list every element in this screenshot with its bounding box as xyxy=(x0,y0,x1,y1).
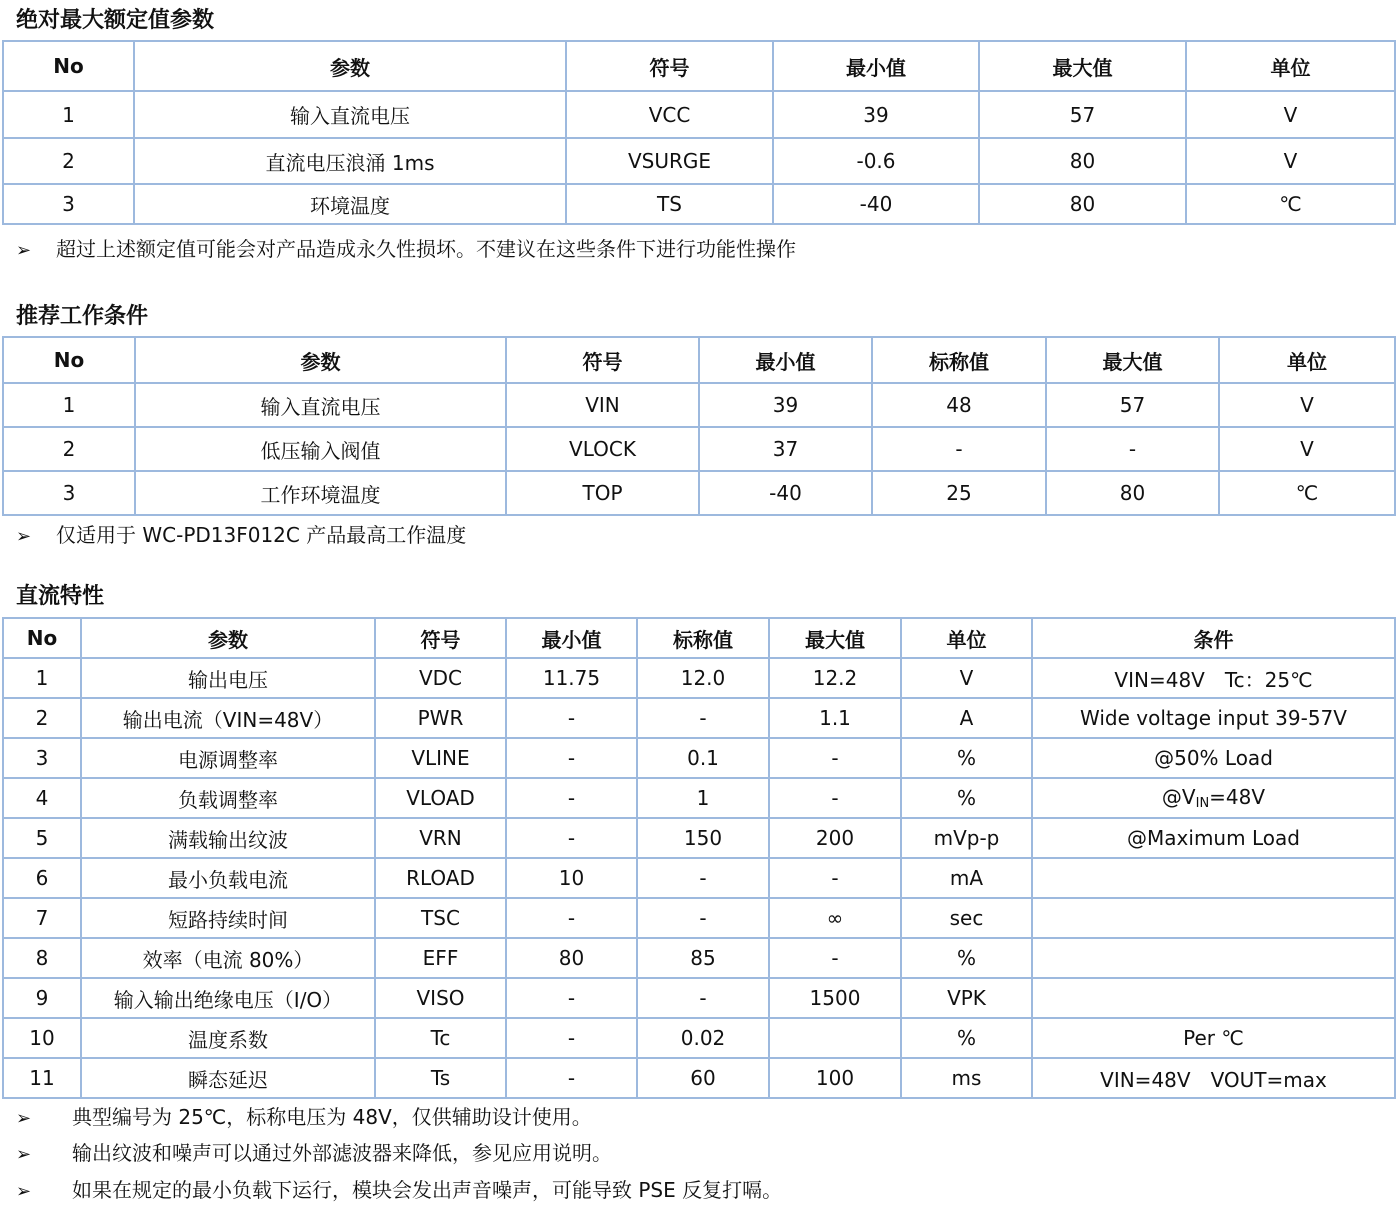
recommended-conditions-table xyxy=(2,336,1396,516)
cell-min: - xyxy=(506,1018,637,1058)
table-row xyxy=(3,427,1395,471)
cell-unit: VPK xyxy=(901,978,1032,1018)
header-param: 参数 xyxy=(135,337,506,383)
cell-unit: % xyxy=(901,1018,1032,1058)
rec-note-text: 仅适用于 WC-PD13F012C 产品最高工作温度 xyxy=(56,523,467,547)
cell-condition: @Maximum Load xyxy=(1032,818,1395,858)
cell-unit: ℃ xyxy=(1186,184,1395,224)
header-symbol: 符号 xyxy=(375,618,506,658)
table-row xyxy=(3,471,1395,515)
cell-min: 39 xyxy=(699,383,872,427)
cell-condition: Per ℃ xyxy=(1032,1018,1395,1058)
cell-nominal: 85 xyxy=(637,938,769,978)
cell-no: 2 xyxy=(3,427,135,471)
cell-condition: Wide voltage input 39-57V xyxy=(1032,698,1395,738)
cell-max: 80 xyxy=(1046,471,1219,515)
cell-condition: @50% Load xyxy=(1032,738,1395,778)
table-row xyxy=(3,698,1395,738)
cell-nominal: 48 xyxy=(872,383,1046,427)
table-row xyxy=(3,658,1395,698)
cell-unit: ms xyxy=(901,1058,1032,1098)
arrow-bullet-icon: ➢ xyxy=(16,240,32,261)
cell-symbol: VRN xyxy=(375,818,506,858)
cell-symbol: TOP xyxy=(506,471,699,515)
cell-min: 10 xyxy=(506,858,637,898)
cell-max: - xyxy=(1046,427,1219,471)
dc-note-text: 如果在规定的最小负载下运行，模块会发出声音噪声，可能导致 PSE 反复打嗝。 xyxy=(72,1178,783,1202)
cell-param: 输入输出绝缘电压（I/O） xyxy=(81,978,375,1018)
cell-symbol: VCC xyxy=(566,91,773,138)
cell-no: 6 xyxy=(3,858,81,898)
header-unit: 单位 xyxy=(1219,337,1395,383)
header-nominal: 标称值 xyxy=(872,337,1046,383)
header-condition: 条件 xyxy=(1032,618,1395,658)
cell-param: 最小负载电流 xyxy=(81,858,375,898)
header-min: 最小值 xyxy=(773,41,979,91)
abs-section-title: 绝对最大额定值参数 xyxy=(16,8,215,33)
cell-max: 57 xyxy=(1046,383,1219,427)
cell-condition xyxy=(1032,938,1395,978)
table-header-row xyxy=(3,337,1395,383)
cell-min: -0.6 xyxy=(773,138,979,184)
table-header-row xyxy=(3,41,1395,91)
cell-min: - xyxy=(506,1058,637,1098)
cell-param: 负载调整率 xyxy=(81,778,375,818)
cell-symbol: RLOAD xyxy=(375,858,506,898)
header-unit: 单位 xyxy=(1186,41,1395,91)
cell-symbol: Tc xyxy=(375,1018,506,1058)
cell-max: 200 xyxy=(769,818,901,858)
arrow-bullet-icon: ➢ xyxy=(16,1181,32,1202)
cell-unit: V xyxy=(1186,138,1395,184)
dc-note-text: 输出纹波和噪声可以通过外部滤波器来降低，参见应用说明。 xyxy=(72,1141,612,1165)
cell-max: 100 xyxy=(769,1058,901,1098)
header-param: 参数 xyxy=(134,41,566,91)
cell-max: ∞ xyxy=(769,898,901,938)
cell-condition xyxy=(1032,978,1395,1018)
table-row xyxy=(3,978,1395,1018)
cell-unit: % xyxy=(901,938,1032,978)
cell-param: 满载输出纹波 xyxy=(81,818,375,858)
header-max: 最大值 xyxy=(979,41,1186,91)
cell-max: - xyxy=(769,738,901,778)
table-header-row xyxy=(3,618,1395,658)
cell-max: - xyxy=(769,778,901,818)
table-row xyxy=(3,383,1395,427)
dc-characteristics-table xyxy=(2,617,1396,1099)
cell-param: 电源调整率 xyxy=(81,738,375,778)
cell-no: 8 xyxy=(3,938,81,978)
cell-condition: VIN=48V VOUT=max xyxy=(1032,1058,1395,1098)
rec-section-title: 推荐工作条件 xyxy=(16,304,149,329)
cell-unit: % xyxy=(901,738,1032,778)
header-max: 最大值 xyxy=(769,618,901,658)
arrow-bullet-icon: ➢ xyxy=(16,1108,32,1129)
dc-note-2 xyxy=(16,1143,612,1164)
cell-symbol: VIN xyxy=(506,383,699,427)
cell-symbol: Ts xyxy=(375,1058,506,1098)
cell-max xyxy=(769,1018,901,1058)
cell-symbol: VLINE xyxy=(375,738,506,778)
table-row xyxy=(3,91,1395,138)
cell-unit: V xyxy=(1219,383,1395,427)
cell-no: 5 xyxy=(3,818,81,858)
arrow-bullet-icon: ➢ xyxy=(16,526,32,547)
cell-nominal: - xyxy=(872,427,1046,471)
header-param: 参数 xyxy=(81,618,375,658)
cell-min: 39 xyxy=(773,91,979,138)
cell-param: 输入直流电压 xyxy=(134,91,566,138)
header-min: 最小值 xyxy=(699,337,872,383)
cell-unit: mVp-p xyxy=(901,818,1032,858)
cell-no: 2 xyxy=(3,138,134,184)
arrow-bullet-icon: ➢ xyxy=(16,1144,32,1165)
cell-no: 1 xyxy=(3,658,81,698)
abs-max-ratings-table xyxy=(2,40,1396,225)
abs-note xyxy=(16,239,796,260)
dc-note-3 xyxy=(16,1180,782,1201)
cell-condition xyxy=(1032,898,1395,938)
cell-nominal: 25 xyxy=(872,471,1046,515)
cell-min: - xyxy=(506,818,637,858)
cell-max: 1500 xyxy=(769,978,901,1018)
dc-note-text: 典型编号为 25℃，标称电压为 48V，仅供辅助设计使用。 xyxy=(72,1105,592,1129)
cell-max: 1.1 xyxy=(769,698,901,738)
table-row xyxy=(3,818,1395,858)
cell-nominal: 60 xyxy=(637,1058,769,1098)
header-no: No xyxy=(3,337,135,383)
cell-max: 80 xyxy=(979,184,1186,224)
cell-condition: $@V_{IN}=48V$ xyxy=(1032,778,1395,818)
cell-min: - xyxy=(506,738,637,778)
abs-note-text: 超过上述额定值可能会对产品造成永久性损坏。不建议在这些条件下进行功能性操作 xyxy=(56,237,796,261)
cell-param: 短路持续时间 xyxy=(81,898,375,938)
cell-symbol: VISO xyxy=(375,978,506,1018)
cell-unit: A xyxy=(901,698,1032,738)
table-row xyxy=(3,858,1395,898)
cell-max: 80 xyxy=(979,138,1186,184)
header-unit: 单位 xyxy=(901,618,1032,658)
cell-max: - xyxy=(769,858,901,898)
cell-unit: ℃ xyxy=(1219,471,1395,515)
table-row xyxy=(3,898,1395,938)
cell-symbol: VLOCK xyxy=(506,427,699,471)
cell-min: - xyxy=(506,978,637,1018)
cell-max: - xyxy=(769,938,901,978)
header-symbol: 符号 xyxy=(566,41,773,91)
cell-unit: mA xyxy=(901,858,1032,898)
cell-min: - xyxy=(506,778,637,818)
cell-no: 3 xyxy=(3,738,81,778)
header-symbol: 符号 xyxy=(506,337,699,383)
cell-no: 9 xyxy=(3,978,81,1018)
rec-note xyxy=(16,525,466,546)
cell-param: 温度系数 xyxy=(81,1018,375,1058)
cell-unit: V xyxy=(901,658,1032,698)
dc-note-1 xyxy=(16,1107,592,1128)
cell-nominal: - xyxy=(637,698,769,738)
cell-min: -40 xyxy=(699,471,872,515)
header-max: 最大值 xyxy=(1046,337,1219,383)
cell-symbol: TSC xyxy=(375,898,506,938)
cell-no: 11 xyxy=(3,1058,81,1098)
cell-min: 37 xyxy=(699,427,872,471)
cell-min: 80 xyxy=(506,938,637,978)
cell-condition: VIN=48V Tc：25℃ xyxy=(1032,658,1395,698)
cell-symbol: VDC xyxy=(375,658,506,698)
cell-unit: V xyxy=(1186,91,1395,138)
cell-no: 3 xyxy=(3,471,135,515)
cell-nominal: 0.02 xyxy=(637,1018,769,1058)
table-row xyxy=(3,1058,1395,1098)
cell-max: 57 xyxy=(979,91,1186,138)
cell-max: 12.2 xyxy=(769,658,901,698)
table-row xyxy=(3,184,1395,224)
cell-symbol: TS xyxy=(566,184,773,224)
cell-unit: V xyxy=(1219,427,1395,471)
cell-no: 2 xyxy=(3,698,81,738)
cell-min: - xyxy=(506,698,637,738)
cell-param: 低压输入阀值 xyxy=(135,427,506,471)
dc-section-title: 直流特性 xyxy=(16,584,105,609)
cell-no: 4 xyxy=(3,778,81,818)
cell-param: 输入直流电压 xyxy=(135,383,506,427)
cell-unit: % xyxy=(901,778,1032,818)
cell-param: 环境温度 xyxy=(134,184,566,224)
cell-param: 输出电压 xyxy=(81,658,375,698)
cell-nominal: - xyxy=(637,858,769,898)
header-no: No xyxy=(3,41,134,91)
cell-min: 11.75 xyxy=(506,658,637,698)
cell-no: 3 xyxy=(3,184,134,224)
cell-no: 1 xyxy=(3,91,134,138)
cell-param: 效率（电流 80%） xyxy=(81,938,375,978)
cell-param: 直流电压浪涌 1ms xyxy=(134,138,566,184)
table-row xyxy=(3,778,1395,818)
cell-condition xyxy=(1032,858,1395,898)
cell-nominal: 12.0 xyxy=(637,658,769,698)
cell-unit: sec xyxy=(901,898,1032,938)
table-row xyxy=(3,738,1395,778)
table-row xyxy=(3,938,1395,978)
header-min: 最小值 xyxy=(506,618,637,658)
cell-no: 10 xyxy=(3,1018,81,1058)
cell-no: 7 xyxy=(3,898,81,938)
table-row xyxy=(3,1018,1395,1058)
cell-nominal: 150 xyxy=(637,818,769,858)
header-nominal: 标称值 xyxy=(637,618,769,658)
cell-no: 1 xyxy=(3,383,135,427)
cell-symbol: VSURGE xyxy=(566,138,773,184)
cell-min: - xyxy=(506,898,637,938)
cell-param: 工作环境温度 xyxy=(135,471,506,515)
table-row xyxy=(3,138,1395,184)
cell-symbol: VLOAD xyxy=(375,778,506,818)
header-no: No xyxy=(3,618,81,658)
cell-min: -40 xyxy=(773,184,979,224)
cell-param: 瞬态延迟 xyxy=(81,1058,375,1098)
cell-nominal: 1 xyxy=(637,778,769,818)
cell-nominal: 0.1 xyxy=(637,738,769,778)
cell-param: 输出电流（VIN=48V） xyxy=(81,698,375,738)
cell-symbol: PWR xyxy=(375,698,506,738)
cell-nominal: - xyxy=(637,978,769,1018)
cell-symbol: EFF xyxy=(375,938,506,978)
cell-nominal: - xyxy=(637,898,769,938)
